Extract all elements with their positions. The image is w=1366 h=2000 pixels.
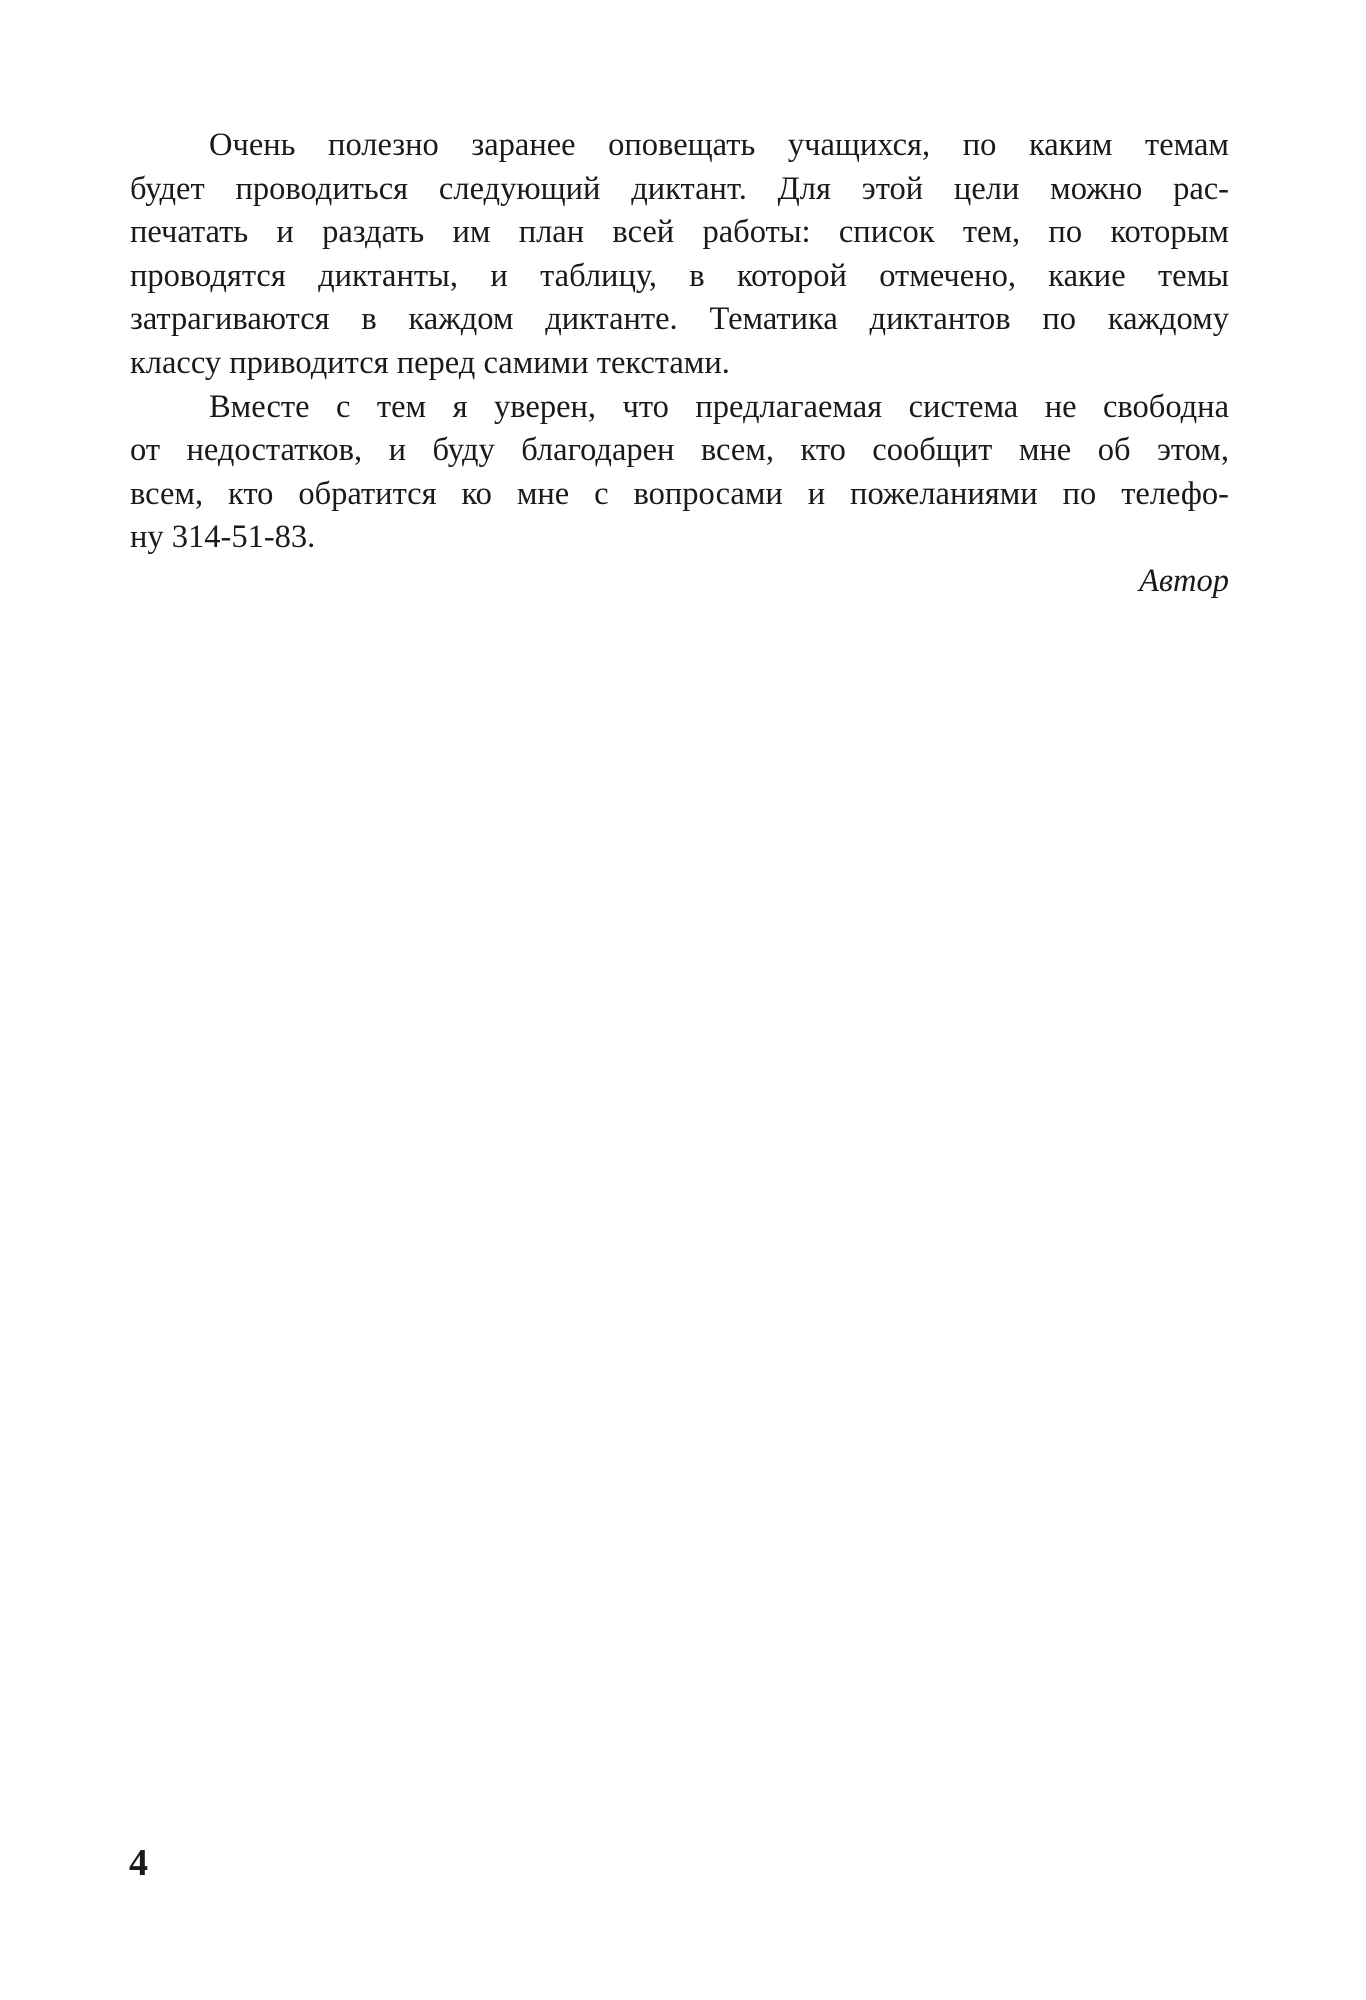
text-line: Вместе с тем я уверен, что предлагаемая система не свободна [209,388,1229,425]
text-line: всем, кто обратится ко мне с вопросами и пожеланиями по телефо- [130,475,1229,512]
text-line: классу приводится перед самими текстами. [130,344,730,381]
page-number: 4 [129,1842,148,1884]
text-line: печатать и раздать им план всей работы: список тем, по которым [130,214,1229,251]
text-line: проводятся диктанты, и таблицу, в которой отмечено, какие темы [130,257,1229,294]
text-line: ну 314-51-83. [130,519,316,556]
text-line: от недостатков, и буду благодарен всем, кто сообщит мне об этом, [130,432,1229,469]
text-line: затрагиваются в каждом диктанте. Тематика диктантов по каждому [130,301,1229,338]
body-text [130,124,1229,604]
text-line: Очень полезно заранее оповещать учащихся, по каким темам [209,127,1229,163]
author-signature: Автор [1139,562,1229,599]
text-line: будет проводиться следующий диктант. Для этой цели можно рас- [130,170,1229,207]
paragraph-2 [130,386,1229,560]
paragraph-1 [130,124,1229,386]
